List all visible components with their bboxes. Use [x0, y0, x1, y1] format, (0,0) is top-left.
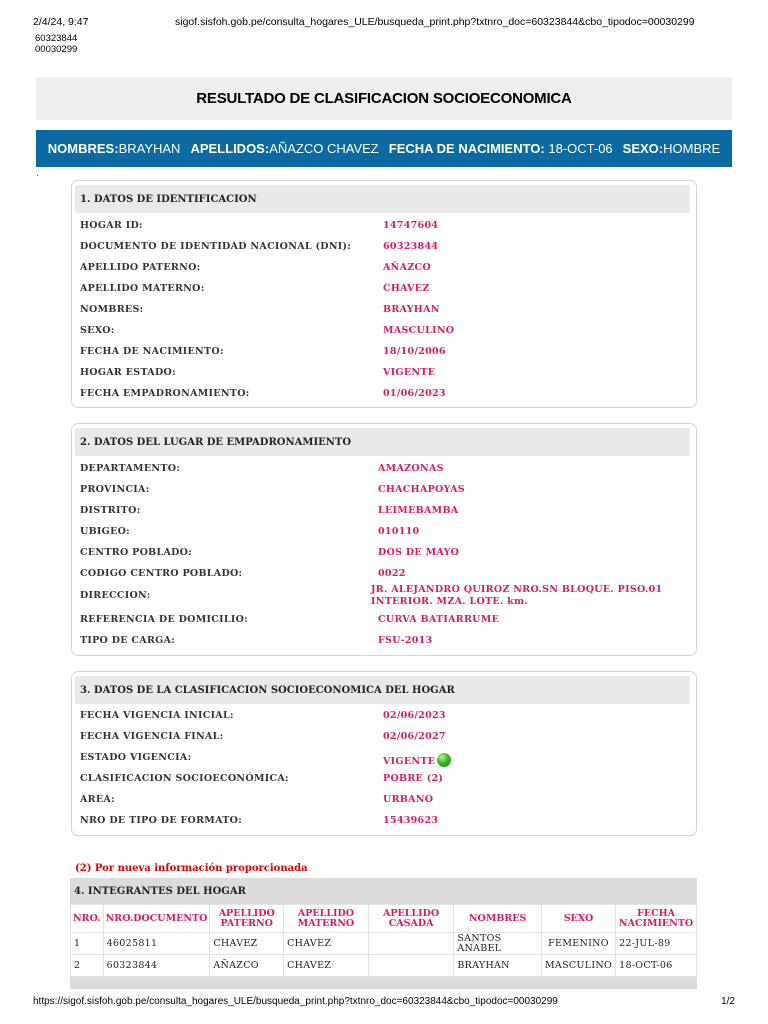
summary-sexo-label: SEXO:: [622, 141, 664, 156]
summary-sexo-value: HOMBRE: [663, 141, 721, 156]
field-label: CLASIFICACION SOCIOECONÓMICA:: [80, 773, 289, 784]
field-value: 01/06/2023: [383, 388, 446, 399]
field-row: [80, 283, 688, 299]
col-fecha-nacimiento: FECHA NACIMIENTO: [616, 905, 697, 933]
field-label: ESTADO VIGENCIA:: [80, 752, 192, 763]
field-label: PROVINCIA:: [80, 484, 150, 495]
summary-apellidos: [190, 141, 378, 156]
field-row: [80, 731, 688, 747]
members-table: [70, 904, 697, 977]
field-value: AMAZONAS: [378, 463, 444, 474]
field-row: [80, 752, 688, 768]
estado-vigencia-value: VIGENTE: [383, 756, 436, 767]
summary-fecha-label: FECHA DE NACIMIENTO:: [388, 141, 545, 156]
summary-fecha-value: 18-OCT-06: [544, 141, 613, 156]
field-row: [80, 547, 688, 563]
cell-apellido-casada: [368, 955, 454, 977]
section-title: 2. DATOS DEL LUGAR DE EMPADRONAMIENTO: [75, 428, 690, 456]
field-label: FECHA DE NACIMIENTO:: [80, 346, 224, 357]
section-title: 3. DATOS DE LA CLASIFICACION SOCIOECONOMICA DEL HOGAR: [75, 676, 690, 704]
cell-apellido-paterno: CHAVEZ: [210, 933, 284, 955]
field-label: HOGAR ESTADO:: [80, 367, 176, 378]
cell-apellido-paterno: AÑAZCO: [210, 955, 284, 977]
field-value: 0022: [378, 568, 406, 579]
field-label: NRO DE TIPO DE FORMATO:: [80, 815, 243, 826]
col-apellido-materno: APELLIDO MATERNO: [284, 905, 369, 933]
field-label: UBIGEO:: [80, 526, 130, 537]
summary-sexo: [623, 141, 721, 156]
col-nro-documento: NRO.DOCUMENTO: [103, 905, 210, 933]
field-value: 02/06/2023: [383, 710, 446, 721]
direccion-line-1: JR. ALEJANDRO QUIROZ NRO.SN BLOQUE. PISO.01: [371, 584, 663, 595]
field-row: [80, 367, 688, 383]
field-value: DOS DE MAYO: [378, 547, 460, 558]
field-value: 02/06/2027: [383, 731, 446, 742]
field-row: [80, 584, 688, 616]
field-row: [80, 635, 688, 651]
field-label: DOCUMENTO DE IDENTIDAD NACIONAL (DNI):: [80, 241, 352, 252]
field-row: [80, 325, 688, 341]
cell-apellido-casada: [368, 933, 454, 955]
col-nombres: NOMBRES: [454, 905, 542, 933]
field-row: [80, 794, 688, 810]
page-number: 1/2: [721, 996, 735, 1007]
cell-fecha-nacimiento: 18-OCT-06: [616, 955, 697, 977]
cell-nombres: SANTOS ANABEL: [454, 933, 542, 955]
col-sexo: SEXO: [541, 905, 615, 933]
field-label: DEPARTAMENTO:: [80, 463, 181, 474]
table-row: [71, 955, 697, 977]
field-value: 14747604: [383, 220, 439, 231]
field-row: [80, 526, 688, 542]
field-row: [80, 304, 688, 320]
field-row: [80, 815, 688, 831]
doc-type-code: 00030299: [35, 44, 78, 55]
field-row: [80, 241, 688, 257]
col-apellido-casada: APELLIDO CASADA: [368, 905, 454, 933]
summary-nombres-value: BRAYHAN: [118, 141, 181, 156]
col-nro: NRO.: [71, 905, 104, 933]
field-value: 60323844: [383, 241, 439, 252]
field-label: CODIGO CENTRO POBLADO:: [80, 568, 243, 579]
field-row: [80, 484, 688, 500]
field-label: AREA:: [80, 794, 115, 805]
print-datetime: 2/4/24, 9:47: [33, 16, 89, 28]
field-value: LEIMEBAMBA: [378, 505, 459, 516]
field-label: REFERENCIA DE DOMICILIO:: [80, 614, 248, 625]
section-identificacion: [71, 180, 697, 408]
field-value: CURVA BATIARRUME: [378, 614, 500, 625]
field-value: POBRE (2): [383, 773, 444, 784]
section-title: 4. INTEGRANTES DEL HOGAR: [74, 885, 246, 897]
field-value: [371, 584, 662, 607]
page-title-bar: [36, 77, 732, 120]
cell-sexo: FEMENINO: [541, 933, 615, 955]
dot-mark: ·: [36, 171, 39, 180]
field-value: VIGENTE: [383, 367, 436, 378]
field-label: HOGAR ID:: [80, 220, 143, 231]
cell-apellido-materno: CHAVEZ: [284, 955, 369, 977]
field-row: [80, 614, 688, 630]
section-clasificacion: [71, 671, 697, 836]
field-row: [80, 388, 688, 404]
field-label: FECHA VIGENCIA INICIAL:: [80, 710, 234, 721]
print-url: sigof.sisfoh.gob.pe/consulta_hogares_ULE/busqueda_print.php?txtnro_doc=60323844&cbo_tipodoc=00030299: [175, 16, 695, 28]
field-row: [80, 262, 688, 278]
field-row: [80, 568, 688, 584]
section-title: 1. DATOS DE IDENTIFICACION: [75, 185, 690, 213]
field-value: FSU-2013: [378, 635, 433, 646]
section-integrantes: [70, 878, 697, 989]
summary-apellidos-label: APELLIDOS:: [190, 141, 270, 156]
summary-apellidos-value: AÑAZCO CHAVEZ: [269, 141, 379, 156]
cell-documento: 46025811: [103, 933, 210, 955]
field-value: CHAVEZ: [383, 283, 430, 294]
field-value: BRAYHAN: [383, 304, 440, 315]
field-row: [80, 773, 688, 789]
field-value: CHACHAPOYAS: [378, 484, 465, 495]
table-row: [71, 933, 697, 955]
field-label: DISTRITO:: [80, 505, 141, 516]
field-value: URBANO: [383, 794, 434, 805]
field-row: [80, 463, 688, 479]
field-value: 18/10/2006: [383, 346, 446, 357]
field-value: 010110: [378, 526, 420, 537]
field-label: APELLIDO MATERNO:: [80, 283, 205, 294]
field-label: CENTRO POBLADO:: [80, 547, 193, 558]
footnote: (2) Por nueva información proporcionada: [75, 863, 308, 874]
field-label: TIPO DE CARGA:: [80, 635, 176, 646]
field-label: NOMBRES:: [80, 304, 144, 315]
cell-documento: 60323844: [103, 955, 210, 977]
field-row: [80, 220, 688, 236]
field-label: FECHA VIGENCIA FINAL:: [80, 731, 224, 742]
cell-nombres: BRAYHAN: [454, 955, 542, 977]
doc-number: 60323844: [35, 33, 78, 44]
page-title: RESULTADO DE CLASIFICACION SOCIOECONOMICA: [196, 90, 572, 107]
person-summary-bar: [36, 130, 732, 167]
col-apellido-paterno: APELLIDO PATERNO: [210, 905, 284, 933]
summary-nombres: [48, 141, 181, 156]
table-header-row: [71, 905, 697, 933]
field-value: [383, 753, 451, 768]
direccion-line-2: INTERIOR. MZA. LOTE. km.: [371, 595, 529, 607]
cell-nro: 2: [71, 955, 104, 977]
cell-apellido-materno: CHAVEZ: [284, 933, 369, 955]
cell-fecha-nacimiento: 22-JUL-89: [616, 933, 697, 955]
field-label: DIRECCION:: [80, 590, 151, 601]
footer-url: https://sigof.sisfoh.gob.pe/consulta_hogares_ULE/busqueda_print.php?txtnro_doc=60323844&cbo_tipodoc=00030299: [33, 996, 558, 1007]
section-lugar-empadronamiento: [71, 423, 697, 656]
cell-sexo: MASCULINO: [541, 955, 615, 977]
field-label: APELLIDO PATERNO:: [80, 262, 201, 273]
status-ok-icon: [437, 753, 451, 767]
field-value: 15439623: [383, 815, 439, 826]
field-value: AÑAZCO: [383, 262, 431, 273]
summary-fecha: [389, 141, 613, 156]
summary-nombres-label: NOMBRES:: [47, 141, 119, 156]
field-label: SEXO:: [80, 325, 115, 336]
field-row: [80, 505, 688, 521]
doc-codes: [35, 33, 77, 55]
field-label: FECHA EMPADRONAMIENTO:: [80, 388, 250, 399]
field-value: MASCULINO: [383, 325, 455, 336]
cell-nro: 1: [71, 933, 104, 955]
field-row: [80, 346, 688, 362]
field-row: [80, 710, 688, 726]
